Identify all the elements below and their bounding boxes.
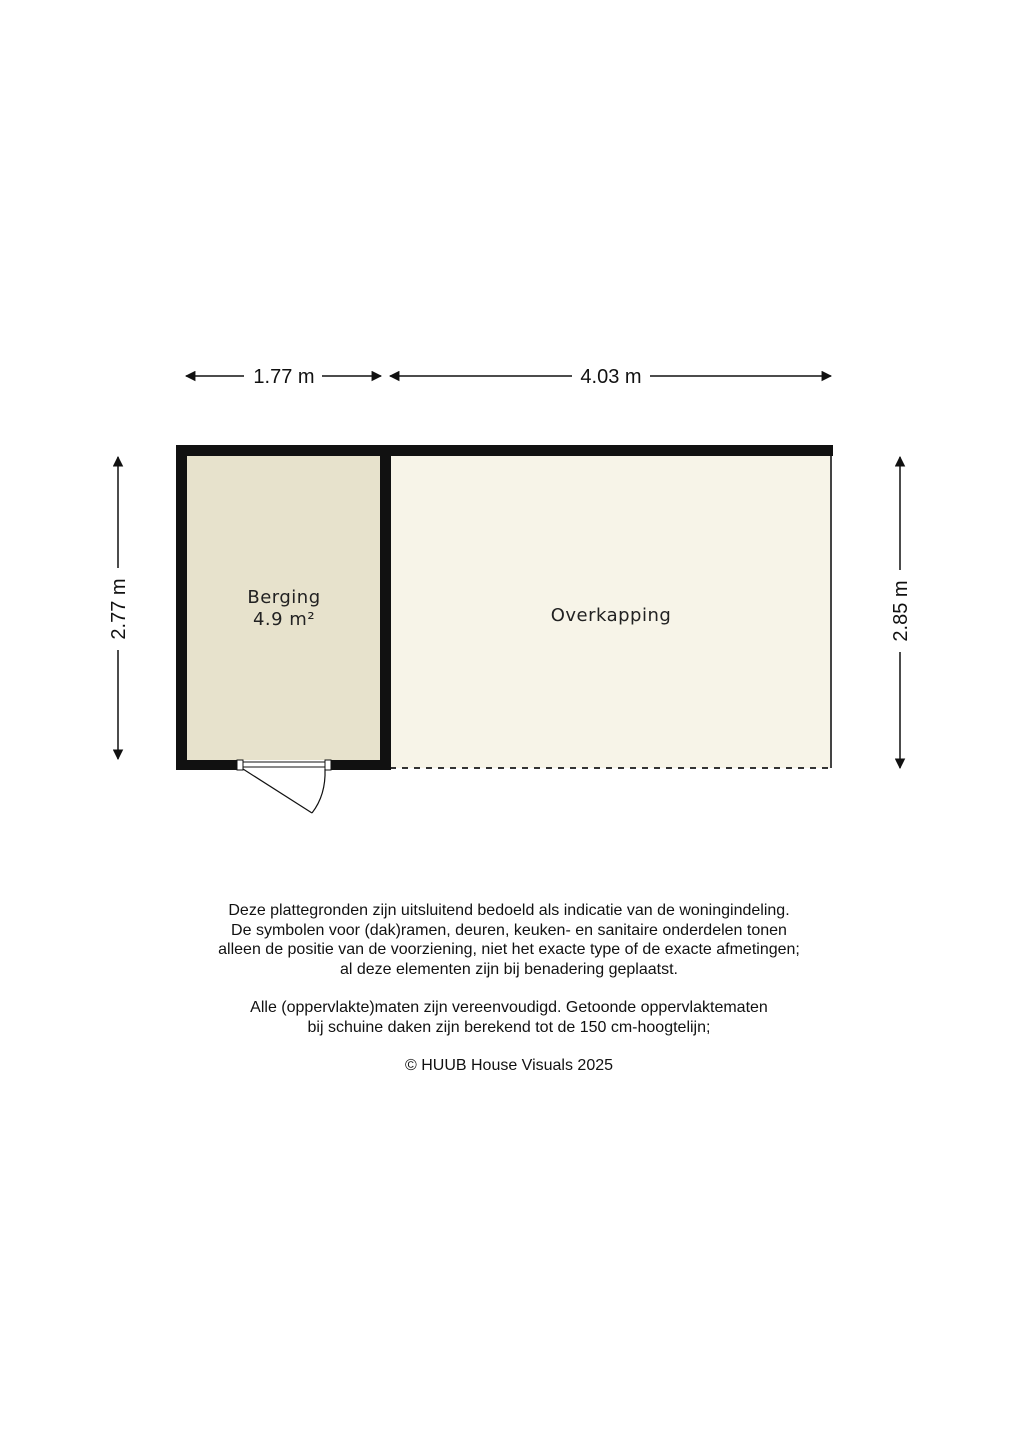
door-frame-right bbox=[325, 760, 331, 770]
room-label-berging: Berging bbox=[247, 587, 321, 608]
disclaimer-line: bij schuine daken zijn berekend tot de 150 cm-hoogtelijn; bbox=[307, 1018, 711, 1036]
door bbox=[237, 760, 331, 813]
wall-top bbox=[176, 445, 833, 456]
disclaimer-paragraph-1 bbox=[0, 901, 1018, 979]
room-berging bbox=[186, 455, 380, 760]
disclaimer-line: De symbolen voor (dak)ramen, deuren, keuken- en sanitaire onderdelen tonen bbox=[231, 921, 787, 939]
dimension-label-right: 2.85 m bbox=[890, 580, 912, 642]
dimension-left bbox=[108, 457, 130, 759]
disclaimer-line: Alle (oppervlakte)maten zijn vereenvoudigd. Getoonde oppervlaktematen bbox=[250, 999, 768, 1016]
wall-bottom-right bbox=[331, 760, 391, 770]
dimension-label-top-right: 4.03 m bbox=[580, 366, 642, 388]
wall-bottom-left bbox=[176, 760, 237, 770]
wall-left bbox=[176, 445, 187, 770]
room-area-berging: 4.9 m² bbox=[252, 609, 316, 630]
disclaimer-line: alleen de positie van de voorziening, niet het exacte type of de exacte afmetingen; bbox=[218, 941, 800, 958]
door-leaf bbox=[243, 769, 312, 813]
disclaimer-line: al deze elementen zijn bij benadering geplaatst. bbox=[339, 960, 678, 978]
door-frame-left bbox=[237, 760, 243, 770]
room-overkapping bbox=[390, 455, 831, 768]
dimension-top-left bbox=[186, 366, 381, 388]
dimension-top-right bbox=[390, 366, 831, 388]
dimension-right bbox=[890, 457, 912, 768]
disclaimer-paragraph-2 bbox=[0, 998, 1018, 1037]
disclaimer-line: Deze plattegronden zijn uitsluitend bedoeld als indicatie van de woningindeling. bbox=[228, 902, 790, 919]
dimension-label-left: 2.77 m bbox=[108, 578, 130, 640]
door-swing-arc bbox=[312, 769, 325, 813]
dimension-label-top-left: 1.77 m bbox=[253, 366, 315, 388]
copyright-notice bbox=[0, 1056, 1018, 1076]
copyright-text: © HUUB House Visuals 2025 bbox=[404, 1057, 614, 1074]
room-label-overkapping: Overkapping bbox=[550, 605, 672, 626]
wall-middle bbox=[380, 445, 391, 770]
